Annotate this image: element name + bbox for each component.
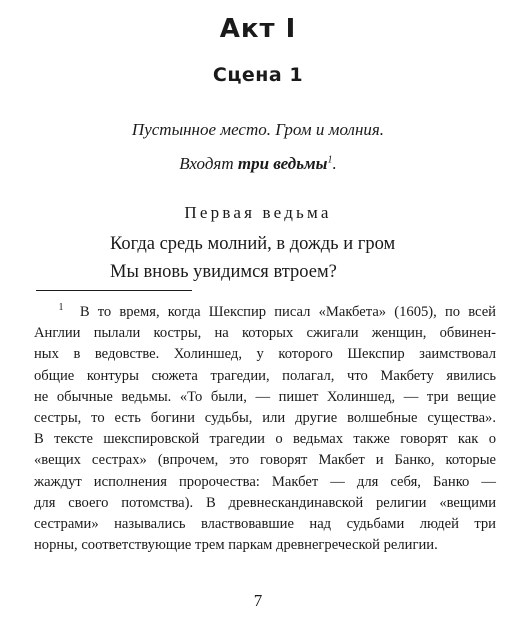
stage-direction-prefix: Входят [179,154,238,173]
footnote-line: жаждут исполнения пророчества: Макбет — для себя, Банко — [34,473,496,490]
footnote-line: норны, соответствующие трем паркам древнегреческой религии. [34,537,438,554]
footnote-line: В тексте шекспировской трагедии о ведьмах также говорят как о [34,431,496,448]
footnote [34,302,496,556]
footnote-separator [36,290,192,291]
stage-direction-characters: три ведьмы [237,154,328,173]
speaker-name: Первая ведьма [184,203,332,222]
stage-direction-entrance [0,154,516,174]
footnote-line: общие контуры сюжета трагедии, полагал, что Макбету явились [34,367,496,384]
footnote-line-text: В то время, когда Шекспир писал «Макбета» (1605), по всей [79,304,496,320]
page-number: 7 [253,591,263,610]
footnote-number: 1 [58,302,64,314]
stage-direction-suffix: . [332,154,337,173]
footnote-line: ных в ведовстве. Холиншед, у которого Шекспир заимствовал [34,346,496,363]
verse-line: Когда средь молний, в дождь и гром [110,234,396,254]
footnote-line: «вещих сестрах» (впрочем, это говорят Макбет и Банко, которые [34,452,496,469]
act-title: Акт I [219,14,297,44]
verse-block [110,230,395,286]
footnote-line: для своего потомства). В древнескандинавской религии «вещими [34,494,496,511]
footnote-line: сестры, то есть богини судьбы, или другие волшебные существа». [34,410,496,427]
footnote-line: сестрами» назывались властвовавшие над судьбами людей три [34,516,496,533]
footnote-line [34,302,496,323]
footnote-line: Англии пылали костры, на которых сжигали женщин, обвинен- [34,325,496,342]
footnote-reference-mark: 1 [327,154,333,166]
scene-title: Сцена 1 [212,64,304,86]
footnote-line: не обычные ведьмы. «То были, — пишет Холиншед, — три вещие [34,388,496,405]
verse-line: Мы вновь увидимся втроем? [110,262,337,282]
stage-direction-setting: Пустынное место. Гром и молния. [131,120,385,139]
